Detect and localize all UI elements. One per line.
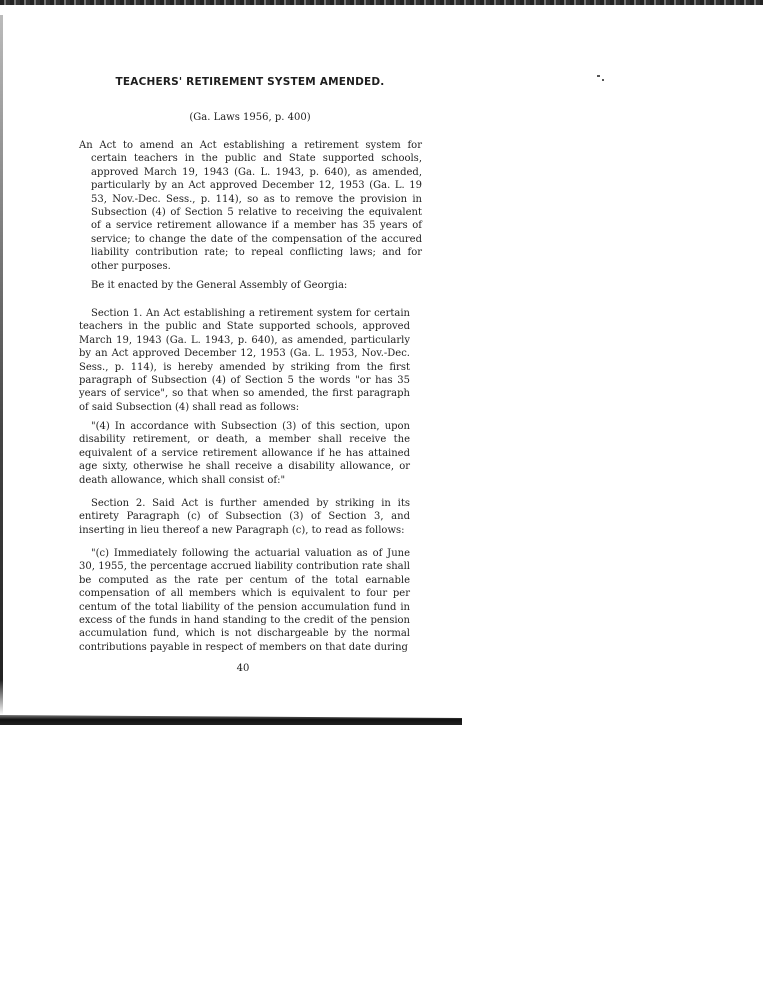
scan-speck xyxy=(602,79,604,81)
enacting-clause: Be it enacted by the General Assembly of Georgia: xyxy=(91,280,348,291)
scan-bottom-bar xyxy=(0,715,462,725)
section-2: Section 2. Said Act is further amended by striking in its entirety Paragraph (c) of Subsection (3) of Section 3, and inserting in lieu thereof a new Paragraph (c), to read as follows: xyxy=(79,498,410,536)
act-preamble: An Act to amend an Act establishing a retirement system for certain teachers in the public and State supported schools, approved March 19, 1943 (Ga. L. 1943, p. 640), as amended, particularly by an Act approved December 12, 1953 (Ga. L. 19 53, Nov.-Dec. Sess., p. 114), so as to remove the provision in Subsection (4) of Section 5 relative to receiving the equivalent of a service retirement allowance if a member has 35 years of service; to change the date of the compensation of the accured liability contribution rate; to repeal conflicting laws; and for other purposes. xyxy=(79,140,422,272)
scan-left-edge xyxy=(0,15,3,715)
page-number: 40 xyxy=(236,663,250,674)
scan-top-edge xyxy=(0,0,763,5)
document-citation: (Ga. Laws 1956, p. 400) xyxy=(189,112,311,123)
quoted-paragraph-c: "(c) Immediately following the actuarial valuation as of June 30, 1955, the percentage accrued liability contribution rate shall be computed as the rate per centum of the total earnable compensation of all members which is equivalent to four per centum of the total liability of the pension accumulation fund in excess of the funds in hand standing to the credit of the pension accumulation fund, which is not dischargeable by the normal contributions payable in respect of members on that date during xyxy=(79,548,410,653)
section-1: Section 1. An Act establishing a retirement system for certain teachers in the public and State supported schools, approved March 19, 1943 (Ga. L. 1943, p. 640), as amended, particularly by an Act approved December 12, 1953 (Ga. L. 1953, Nov.-Dec. Sess., p. 114), is hereby amended by striking from the first paragraph of Subsection (4) of Section 5 the words "or has 35 years of service", so that when so amended, the first paragraph of said Subsection (4) shall read as follows: xyxy=(79,308,410,413)
quoted-subsection-4: "(4) In accordance with Subsection (3) of this section, upon disability retirement, or death, a member shall receive the equivalent of a service retirement allowance if he has attained age sixty, otherwise he shall receive a disability allowance, or death allowance, which shall consist of:" xyxy=(79,421,410,486)
scan-speck xyxy=(597,75,600,77)
document-heading: TEACHERS' RETIREMENT SYSTEM AMENDED. xyxy=(115,76,385,88)
